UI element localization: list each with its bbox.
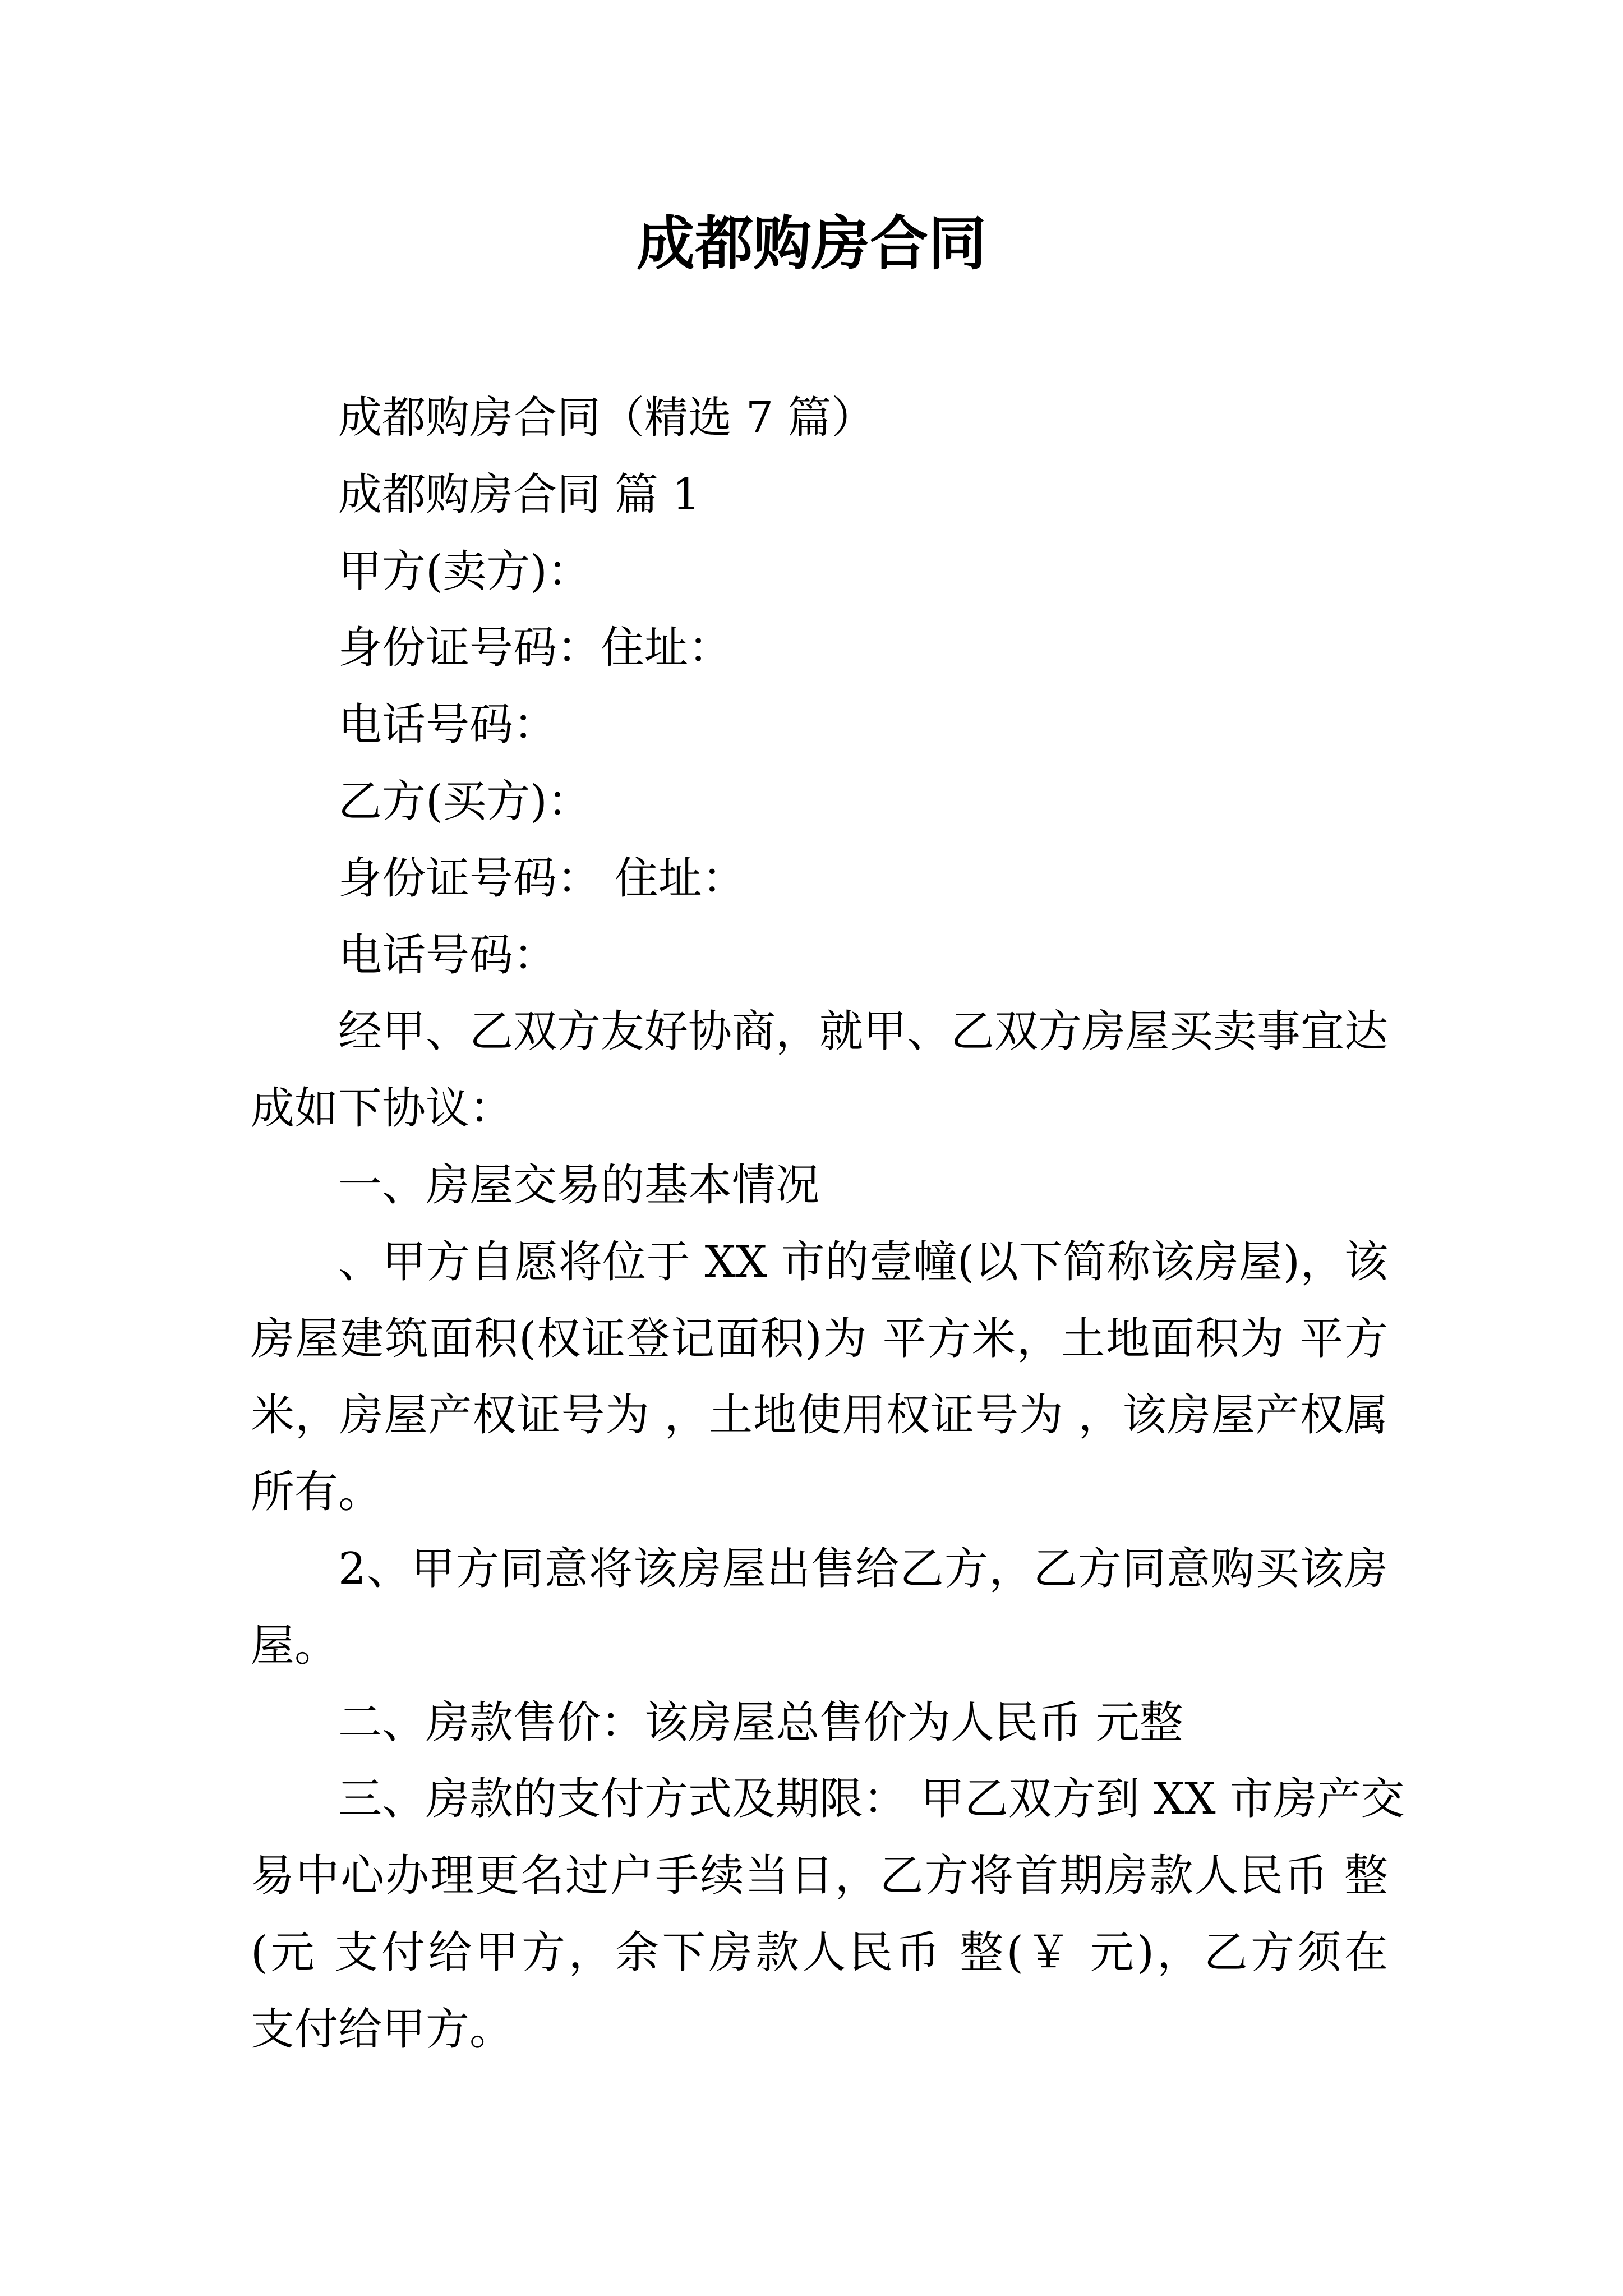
- paragraph-clause-1-heading: [251, 1147, 1388, 1224]
- paragraph-line: 屋。: [251, 1620, 339, 1671]
- paragraph-line: 、甲方自愿将位于 XX 市的壹幢(以下简称该房屋)，该: [338, 1236, 1388, 1287]
- document-body: [251, 380, 1405, 2068]
- paragraph-clause-1-2: [251, 1531, 1388, 1685]
- paragraph-party-b-phone: [251, 917, 1388, 994]
- paragraph-line: 身份证号码：住址：: [338, 623, 732, 674]
- paragraph-line: 支付给甲方。: [251, 2004, 514, 2055]
- paragraph-agreement-intro: [251, 993, 1388, 1147]
- paragraph-clause-2-price: [251, 1685, 1388, 1761]
- paragraph-line: 乙方(买方)：: [338, 776, 591, 827]
- paragraph-party-b: [251, 763, 1388, 840]
- paragraph-party-b-id-address: [251, 840, 1388, 917]
- paragraph-line: 身份证号码： 住址：: [338, 853, 746, 904]
- paragraph-clause-1-1: [251, 1224, 1388, 1531]
- paragraph-party-a-id-address: [251, 610, 1388, 687]
- paragraph-subtitle: [251, 380, 1388, 457]
- paragraph-line: 电话号码：: [338, 700, 557, 751]
- paragraph-line: 2、甲方同意将该房屋出售给乙方，乙方同意购买该房: [338, 1543, 1388, 1594]
- paragraph-clause-3-payment: [251, 1761, 1405, 2068]
- paragraph-line: 电话号码：: [338, 930, 557, 981]
- document-title: 成都购房合同: [636, 209, 986, 278]
- paragraph-line: 成如下协议：: [251, 1083, 514, 1134]
- paragraph-line: 经甲、乙双方友好协商，就甲、乙双方房屋买卖事宜达: [338, 1006, 1389, 1057]
- paragraph-line: 甲方(卖方)：: [338, 546, 591, 597]
- paragraph-line: 成都购房合同 篇 1: [338, 469, 700, 520]
- paragraph-line: 一、房屋交易的基本情况: [338, 1159, 820, 1211]
- paragraph-party-a: [251, 533, 1388, 610]
- paragraph-section-heading: [251, 457, 1388, 533]
- paragraph-line: 易中心办理更名过户手续当日，乙方将首期房款人民币 整: [251, 1851, 1388, 1902]
- paragraph-line: 所有。: [251, 1467, 382, 1518]
- paragraph-line: 米，房屋产权证号为 ，土地使用权证号为 ，该房屋产权属: [251, 1390, 1388, 1441]
- paragraph-line: 房屋建筑面积(权证登记面积)为 平方米，土地面积为 平方: [251, 1313, 1388, 1364]
- paragraph-line: 成都购房合同（精选 7 篇）: [338, 393, 875, 443]
- paragraph-line: (元 支付给甲方，余下房款人民币 整(￥ 元)，乙方须在: [251, 1927, 1388, 1978]
- paragraph-party-a-phone: [251, 687, 1388, 763]
- paragraph-line: 三、房款的支付方式及期限： 甲乙双方到 XX 市房产交: [338, 1774, 1405, 1825]
- paragraph-line: 二、房款售价：该房屋总售价为人民币 元整: [338, 1697, 1183, 1748]
